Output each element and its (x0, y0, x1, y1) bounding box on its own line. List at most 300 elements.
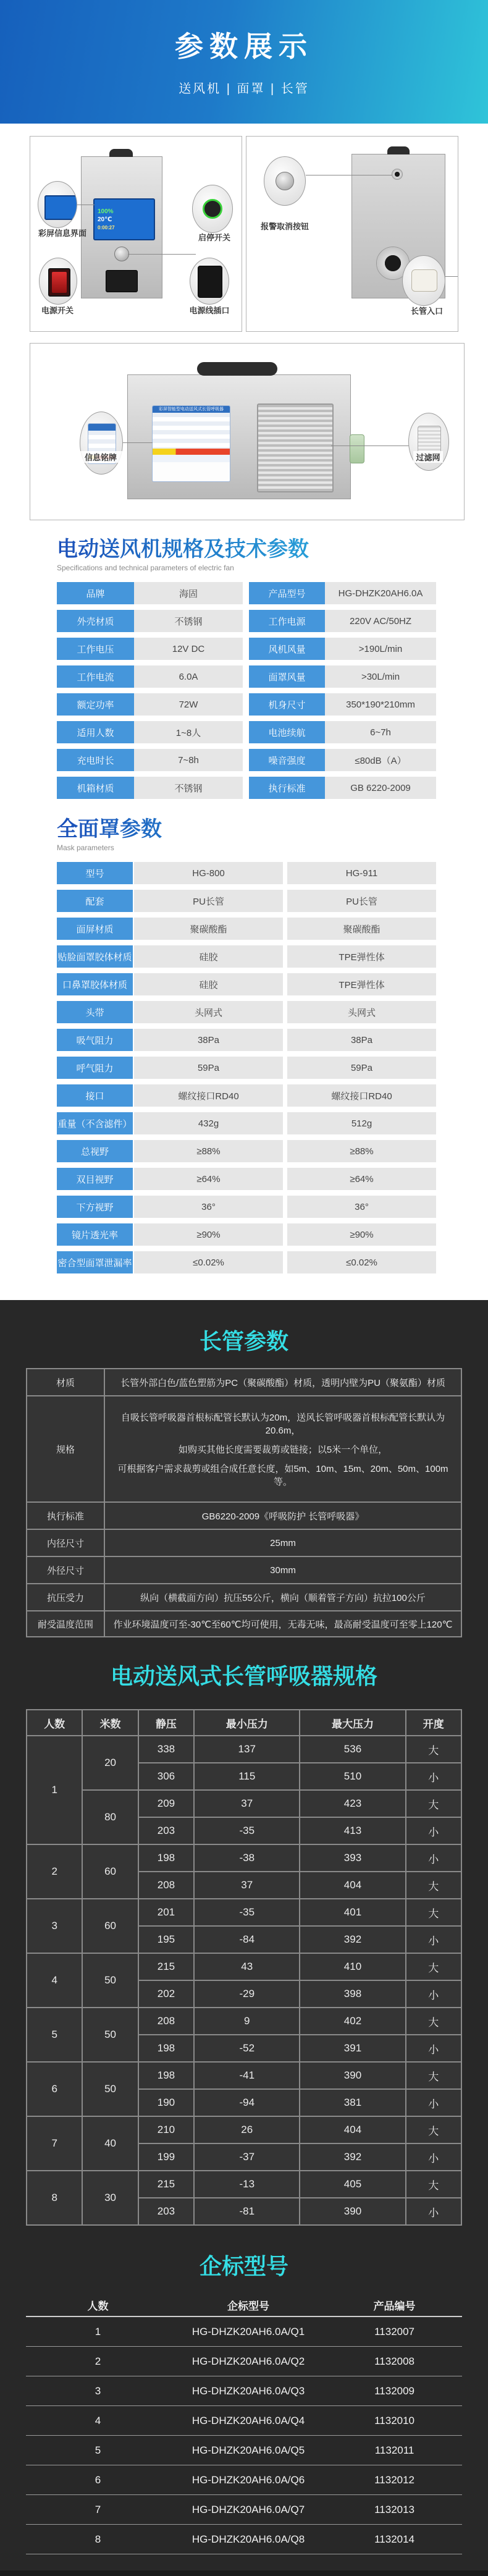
page-title: 参数展示 (175, 30, 313, 62)
column-gap (283, 1251, 287, 1273)
spec-header-cell: 开度 (406, 1710, 461, 1736)
metal-button-icon (276, 172, 294, 190)
mask-value-hg911: ≥64% (287, 1168, 436, 1190)
tube-params-title: 长管参数 (199, 1328, 288, 1354)
mask-table-row (57, 1029, 436, 1051)
std-title: 企标型号 (199, 2253, 288, 2279)
spec-people: 7 (27, 2116, 82, 2171)
spec-data-row (27, 2008, 461, 2035)
std-people: 4 (26, 2406, 170, 2436)
power-socket (106, 270, 138, 292)
column-gap (243, 777, 249, 799)
fan-value: 1~8人 (134, 721, 243, 743)
column-gap (283, 1029, 287, 1051)
mask-label: 双目视野 (57, 1168, 133, 1190)
spec-max-pressure: 404 (300, 1872, 405, 1899)
column-gap (283, 945, 287, 968)
callout-label: 彩屏信息界面 (38, 229, 86, 238)
mask-value-hg800: 硅胶 (134, 945, 283, 968)
std-data-row (26, 2436, 462, 2465)
mask-value-hg911: 36° (287, 1196, 436, 1218)
mask-table-row (57, 1168, 436, 1190)
spec-header-cell: 最小压力 (194, 1710, 300, 1736)
fan-table-row (57, 721, 436, 743)
spec-header-cell: 人数 (27, 1710, 82, 1736)
fan-value: 6~7h (325, 721, 436, 743)
spec-min-pressure: 26 (194, 2116, 300, 2143)
tube-label: 外径尺寸 (27, 1556, 104, 1584)
fan-value: 海固 (134, 582, 243, 604)
spec-min-pressure: -84 (194, 1926, 300, 1953)
tube-table-row (27, 1502, 461, 1529)
column-gap (243, 693, 249, 716)
spec-min-pressure: 9 (194, 2008, 300, 2035)
mask-table-row (57, 1057, 436, 1079)
alarm-cancel-callout (264, 156, 306, 206)
spec-static-pressure: 190 (138, 2089, 194, 2116)
spec-opening: 大 (406, 1872, 461, 1899)
tube-value-line: 25mm (270, 1537, 296, 1548)
tube-value (104, 1611, 461, 1637)
spec-data-row (27, 1736, 461, 1763)
fan-label: 工作电压 (57, 638, 134, 660)
mask-table-row (57, 918, 436, 940)
mask-table-row (57, 1112, 436, 1134)
std-header-row (26, 2294, 462, 2316)
section-mask-params (57, 817, 458, 1273)
tube-value (104, 1502, 461, 1529)
mask-value-hg800: PU长管 (134, 890, 283, 912)
column-gap (283, 1140, 287, 1162)
mask-value-hg911: ≥88% (287, 1140, 436, 1162)
column-gap (283, 1057, 287, 1079)
spec-opening: 小 (406, 2035, 461, 2062)
mask-label: 下方视野 (57, 1196, 133, 1218)
mask-params-table (57, 862, 436, 1273)
std-data-row (26, 2495, 462, 2525)
spec-opening: 小 (406, 2089, 461, 2116)
mask-value-hg800: 硅胶 (134, 973, 283, 995)
spec-meters: 60 (82, 1899, 138, 1953)
tube-value-line: 可根据客户需求裁剪或组合成任意长度，如5m、10m、15m、20m、50m、100m等。 (117, 1463, 448, 1487)
alarm-button-hole (392, 169, 403, 180)
fan-table-row (57, 665, 436, 688)
spec-max-pressure: 423 (300, 1790, 405, 1817)
spec-max-pressure: 393 (300, 1844, 405, 1872)
tube-value-line: 纵向（横截面方向）抗压55公斤，横向（顺着管子方向）抗拉100公斤 (140, 1592, 426, 1603)
spec-data-row (27, 1844, 461, 1872)
spec-min-pressure: -29 (194, 1980, 300, 2008)
spec-data-row (27, 2116, 461, 2143)
spec-opening: 大 (406, 2062, 461, 2089)
callout-label: 电源开关 (41, 306, 74, 315)
spec-data-row (27, 1899, 461, 1926)
spec-static-pressure: 209 (138, 1790, 194, 1817)
mask-table-row (57, 1084, 436, 1107)
fan-value: 不锈钢 (134, 777, 243, 799)
dark-bottom-spacer (0, 2554, 488, 2570)
mask-table-row (57, 1223, 436, 1246)
callout-label: 报警取消按钮 (260, 222, 309, 231)
photo-blower-side (30, 343, 465, 520)
spec-max-pressure: 405 (300, 2171, 405, 2198)
spec-static-pressure: 198 (138, 1844, 194, 1872)
tube-label: 执行标准 (27, 1502, 104, 1529)
fan-label: 额定功率 (57, 693, 134, 716)
spec-opening: 小 (406, 1926, 461, 1953)
std-model: HG-DHZK20AH6.0A/Q6 (170, 2465, 327, 2495)
spec-static-pressure: 215 (138, 1953, 194, 1980)
spec-max-pressure: 398 (300, 1980, 405, 2008)
mask-value-hg911: 头网式 (287, 1001, 436, 1023)
std-data-row (26, 2465, 462, 2495)
spec-max-pressure: 536 (300, 1736, 405, 1763)
nameplate-footer (153, 455, 230, 462)
fan-value: 不锈钢 (134, 610, 243, 632)
fan-value: HG-DHZK20AH6.0A (325, 582, 436, 604)
section-subtitle: Mask parameters (57, 843, 114, 852)
std-data-row (26, 2347, 462, 2376)
info-nameplate (152, 405, 230, 482)
column-gap (243, 721, 249, 743)
tube-inlet-callout (402, 255, 445, 306)
spec-meters: 40 (82, 2116, 138, 2171)
tube-params-table (26, 1368, 462, 1637)
fan-value: 350*190*210mm (325, 693, 436, 716)
tube-value-line: 长管外部白色/蓝色塑筋为PC（聚碳酸酯）材质，透明内壁为PU（聚氨酯）材质 (120, 1377, 445, 1388)
spec-max-pressure: 410 (300, 1953, 405, 1980)
spec-opening: 大 (406, 2171, 461, 2198)
spec-static-pressure: 203 (138, 1817, 194, 1844)
spec-data-row (27, 1790, 461, 1817)
spec-max-pressure: 404 (300, 2116, 405, 2143)
fan-label: 适用人数 (57, 721, 134, 743)
spec-meters: 80 (82, 1790, 138, 1844)
spec-static-pressure: 210 (138, 2116, 194, 2143)
spec-opening: 小 (406, 1817, 461, 1844)
fan-label: 充电时长 (57, 749, 134, 771)
std-model: HG-DHZK20AH6.0A/Q3 (170, 2376, 327, 2406)
fan-value: GB 6220-2009 (325, 777, 436, 799)
mask-label: 口鼻罩胶体材质 (57, 973, 133, 995)
spec-static-pressure: 201 (138, 1899, 194, 1926)
mask-label: 面屏材质 (57, 918, 133, 940)
tube-value (104, 1396, 461, 1502)
fan-label: 电池续航 (249, 721, 325, 743)
column-gap (243, 582, 249, 604)
spec-max-pressure: 392 (300, 1926, 405, 1953)
fan-label: 产品型号 (249, 582, 325, 604)
tube-value (104, 1369, 461, 1396)
spec-header-row (27, 1710, 461, 1736)
spec-max-pressure: 391 (300, 2035, 405, 2062)
callout-label: 信息铭牌 (78, 451, 123, 463)
spec-meters: 30 (82, 2171, 138, 2225)
spec-max-pressure: 401 (300, 1899, 405, 1926)
column-gap (283, 1196, 287, 1218)
spec-max-pressure: 381 (300, 2089, 405, 2116)
spec-table (26, 1709, 462, 2226)
mask-table-row (57, 1001, 436, 1023)
handle-illustration (387, 146, 410, 154)
callout-label: 启停开关 (198, 233, 230, 242)
column-gap (283, 1112, 287, 1134)
spec-static-pressure: 215 (138, 2171, 194, 2198)
spec-static-pressure: 306 (138, 1763, 194, 1790)
mask-label: 重量（不含滤件） (57, 1112, 133, 1134)
std-code: 1132013 (327, 2495, 462, 2525)
spec-max-pressure: 390 (300, 2198, 405, 2225)
mask-label: 总视野 (57, 1140, 133, 1162)
fan-label: 机身尺寸 (249, 693, 325, 716)
mask-value-hg800: 头网式 (134, 1001, 283, 1023)
std-code: 1132008 (327, 2347, 462, 2376)
mask-value-hg800: 聚碳酸酯 (134, 918, 283, 940)
std-header-cell: 企标型号 (170, 2294, 327, 2316)
tube-label: 材质 (27, 1369, 104, 1396)
spec-opening: 小 (406, 1763, 461, 1790)
mask-table-row (57, 1251, 436, 1273)
mask-value-hg911: 聚碳酸酯 (287, 918, 436, 940)
spec-people: 5 (27, 2008, 82, 2062)
mask-label: 配套 (57, 890, 133, 912)
std-code: 1132009 (327, 2376, 462, 2406)
mask-table-row (57, 1196, 436, 1218)
spec-min-pressure: 137 (194, 1736, 300, 1763)
photo-blower-front (30, 136, 242, 332)
spec-people: 3 (27, 1899, 82, 1953)
spec-static-pressure: 203 (138, 2198, 194, 2225)
spec-people: 2 (27, 1844, 82, 1899)
column-gap (283, 1001, 287, 1023)
spec-min-pressure: -37 (194, 2143, 300, 2171)
spec-opening: 大 (406, 2116, 461, 2143)
mask-value-hg911: 38Pa (287, 1029, 436, 1051)
mask-table-row (57, 973, 436, 995)
tube-table-row (27, 1369, 461, 1396)
spec-static-pressure: 208 (138, 2008, 194, 2035)
mask-table-row (57, 890, 436, 912)
green-ring-button-icon (203, 199, 222, 219)
nameplate-warning-strip (153, 449, 230, 455)
std-header-cell: 人数 (26, 2294, 170, 2316)
column-gap (283, 1223, 287, 1246)
mask-table-row (57, 945, 436, 968)
callout-label: 过滤网 (413, 451, 443, 463)
fan-label: 风机风量 (249, 638, 325, 660)
tube-value (104, 1556, 461, 1584)
mask-value-hg800: 432g (134, 1112, 283, 1134)
fan-table-row (57, 749, 436, 771)
spec-opening: 大 (406, 1953, 461, 1980)
fan-value: 72W (134, 693, 243, 716)
spec-min-pressure: -94 (194, 2089, 300, 2116)
spec-static-pressure: 198 (138, 2035, 194, 2062)
spec-opening: 大 (406, 1790, 461, 1817)
spec-opening: 小 (406, 2143, 461, 2171)
mask-value-hg800: HG-800 (134, 862, 283, 884)
fan-table-row (57, 638, 436, 660)
std-model: HG-DHZK20AH6.0A/Q1 (170, 2316, 327, 2347)
spec-opening: 大 (406, 1736, 461, 1763)
column-gap (283, 1168, 287, 1190)
spec-header-cell: 米数 (82, 1710, 138, 1736)
screen-zoom-icon (44, 195, 77, 220)
column-gap (243, 610, 249, 632)
spec-max-pressure: 413 (300, 1817, 405, 1844)
tube-value (104, 1529, 461, 1556)
mask-value-hg800: 38Pa (134, 1029, 283, 1051)
spec-static-pressure: 195 (138, 1926, 194, 1953)
mask-label: 密合型面罩泄漏率 (57, 1251, 133, 1273)
std-model: HG-DHZK20AH6.0A/Q8 (170, 2525, 327, 2554)
spec-header-cell: 最大压力 (300, 1710, 405, 1736)
mask-value-hg911: TPE弹性体 (287, 973, 436, 995)
page-subtitle: 送风机 | 面罩 | 长管 (179, 82, 309, 96)
spec-people: 1 (27, 1736, 82, 1844)
spec-max-pressure: 392 (300, 2143, 405, 2171)
callout-line (128, 254, 196, 255)
mask-label: 接口 (57, 1084, 133, 1107)
outlet-knob (350, 434, 364, 463)
fan-value: 220V AC/50HZ (325, 610, 436, 632)
nameplate-callout (80, 412, 123, 475)
spec-people: 8 (27, 2171, 82, 2225)
screen-temperature: 20℃ (98, 216, 112, 223)
mask-value-hg911: 螺纹接口RD40 (287, 1084, 436, 1107)
spec-min-pressure: -13 (194, 2171, 300, 2198)
red-rocker-switch-icon (48, 268, 70, 297)
std-people: 7 (26, 2495, 170, 2525)
fan-value: 6.0A (134, 665, 243, 688)
fan-label: 执行标准 (249, 777, 325, 799)
std-people: 1 (26, 2316, 170, 2347)
spec-min-pressure: -81 (194, 2198, 300, 2225)
tube-table-row (27, 1556, 461, 1584)
std-data-row (26, 2376, 462, 2406)
screen-callout (38, 181, 77, 228)
column-gap (283, 1084, 287, 1107)
std-people: 3 (26, 2376, 170, 2406)
mask-value-hg911: PU长管 (287, 890, 436, 912)
spec-static-pressure: 202 (138, 1980, 194, 2008)
column-gap (243, 638, 249, 660)
spec-meters: 50 (82, 2062, 138, 2116)
mask-value-hg800: ≤0.02% (134, 1251, 283, 1273)
tube-value-line: 作业环境温度可至-30℃至60℃均可使用，无毒无味，最高耐受温度可至零上120℃ (113, 1619, 453, 1630)
control-screen (93, 198, 155, 240)
screen-timer: 0:00:27 (98, 224, 115, 230)
tube-value-line: 自吸长管呼吸器首根标配管长默认为20m，送风长管呼吸器首根标配管长默认为20.6m， (120, 1412, 445, 1436)
tube-value (104, 1584, 461, 1611)
fan-table-row (57, 777, 436, 799)
spec-min-pressure: -35 (194, 1899, 300, 1926)
spec-min-pressure: -52 (194, 2035, 300, 2062)
mask-value-hg800: ≥90% (134, 1223, 283, 1246)
std-code: 1132012 (327, 2465, 462, 2495)
mask-value-hg911: 59Pa (287, 1057, 436, 1079)
spec-opening: 小 (406, 2198, 461, 2225)
fan-value: 7~8h (134, 749, 243, 771)
dark-section (0, 1300, 488, 2576)
std-data-row (26, 2316, 462, 2347)
mask-value-hg800: 59Pa (134, 1057, 283, 1079)
spec-min-pressure: -41 (194, 2062, 300, 2089)
mask-label: 头带 (57, 1001, 133, 1023)
std-model: HG-DHZK20AH6.0A/Q2 (170, 2347, 327, 2376)
mask-value-hg911: HG-911 (287, 862, 436, 884)
tube-value-line: GB6220-2009《呼吸防护 长管呼吸器》 (201, 1511, 364, 1522)
bottom-strip (0, 2570, 488, 2576)
section-title: 电动送风机规格及技术参数 (57, 537, 458, 562)
fan-params-table (57, 582, 436, 799)
std-model: HG-DHZK20AH6.0A/Q5 (170, 2436, 327, 2465)
tube-value-line: 如购买其他长度需要裁剪或链接；以5米一个单位， (178, 1444, 388, 1455)
spec-opening: 小 (406, 1980, 461, 2008)
nameplate-title: 彩屏智能型电动送风式长管呼吸器 (153, 406, 230, 413)
spec-max-pressure: 390 (300, 2062, 405, 2089)
mask-label: 呼气阻力 (57, 1057, 133, 1079)
fan-label: 品牌 (57, 582, 134, 604)
column-gap (283, 862, 287, 884)
spec-opening: 小 (406, 1844, 461, 1872)
std-code: 1132010 (327, 2406, 462, 2436)
power-cord-callout (190, 258, 229, 305)
tube-value-line: 30mm (270, 1565, 296, 1576)
mask-value-hg911: ≥90% (287, 1223, 436, 1246)
mask-value-hg911: ≤0.02% (287, 1251, 436, 1273)
filter-grille (257, 403, 334, 492)
column-gap (243, 665, 249, 688)
std-models-table (26, 2294, 462, 2554)
mask-label: 型号 (57, 862, 133, 884)
fan-table-row (57, 582, 436, 604)
fan-label: 机箱材质 (57, 777, 134, 799)
std-data-row (26, 2525, 462, 2554)
spec-min-pressure: -38 (194, 1844, 300, 1872)
fan-label: 工作电流 (57, 665, 134, 688)
spec-max-pressure: 510 (300, 1763, 405, 1790)
fan-label: 外壳材质 (57, 610, 134, 632)
column-gap (283, 918, 287, 940)
std-code: 1132007 (327, 2316, 462, 2347)
mask-value-hg800: ≥88% (134, 1140, 283, 1162)
tube-table-row (27, 1611, 461, 1637)
hero-banner (0, 0, 488, 124)
column-gap (283, 973, 287, 995)
spec-header-cell: 静压 (138, 1710, 194, 1736)
std-data-row (26, 2406, 462, 2436)
tube-table-row (27, 1584, 461, 1611)
spec-meters: 60 (82, 1844, 138, 1899)
spec-static-pressure: 338 (138, 1736, 194, 1763)
std-people: 8 (26, 2525, 170, 2554)
spec-meters: 50 (82, 2008, 138, 2062)
spec-title: 电动送风式长管呼吸器规格 (110, 1663, 377, 1689)
spec-data-row (27, 2062, 461, 2089)
product-images (0, 124, 488, 520)
mask-label: 吸气阻力 (57, 1029, 133, 1051)
std-code: 1132011 (327, 2436, 462, 2465)
std-header-cell: 产品编号 (327, 2294, 462, 2316)
spec-min-pressure: 43 (194, 1953, 300, 1980)
fan-value: >190L/min (325, 638, 436, 660)
section-fan-params (57, 537, 458, 799)
tube-table-row (27, 1396, 461, 1502)
fan-table-row (57, 610, 436, 632)
spec-meters: 50 (82, 1953, 138, 2008)
mask-label: 贴脸面罩胶体材质 (57, 945, 133, 968)
